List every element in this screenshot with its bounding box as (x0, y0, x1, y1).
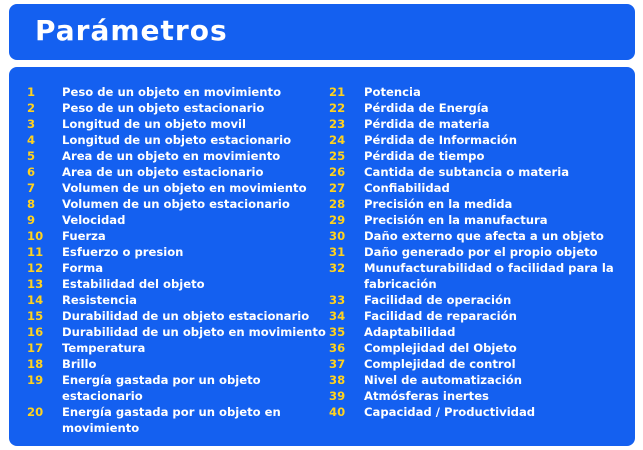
parameter-number: 13 (27, 277, 44, 291)
parameters-panel (9, 67, 635, 446)
parameter-item (329, 84, 629, 100)
parameter-item (27, 180, 327, 196)
parameter-label: Area de un objeto estacionario (62, 165, 264, 179)
parameter-label: Nivel de automatización (364, 373, 522, 387)
parameter-label: Complejidad del Objeto (364, 341, 517, 355)
parameter-number: 38 (329, 373, 346, 387)
parameter-label: Energía gastada por un objeto estacionario (62, 373, 261, 403)
parameter-number: 23 (329, 117, 346, 131)
parameter-number: 34 (329, 309, 346, 323)
parameter-item (27, 372, 327, 404)
parameter-label: Pérdida de materia (364, 117, 490, 131)
parameter-label: Pérdida de tiempo (364, 149, 485, 163)
parameter-item (27, 356, 327, 372)
parameter-label: Volumen de un objeto en movimiento (62, 181, 307, 195)
parameter-label: Munufacturabilidad o facilidad para la fabricación (364, 261, 614, 291)
parameter-label: Potencia (364, 85, 421, 99)
parameter-label: Energía gastada por un objeto en movimiento (62, 405, 281, 435)
parameter-label: Temperatura (62, 341, 146, 355)
parameter-label: Durabilidad de un objeto estacionario (62, 309, 310, 323)
parameter-number: 4 (27, 133, 36, 147)
parameters-column-right (329, 84, 629, 420)
parameter-label: Peso de un objeto estacionario (62, 101, 265, 115)
parameter-number: 2 (27, 101, 36, 115)
parameter-number: 18 (27, 357, 44, 371)
parameter-item (27, 100, 327, 116)
parameter-item (27, 228, 327, 244)
parameter-number: 21 (329, 85, 346, 99)
parameter-number: 39 (329, 389, 346, 403)
parameter-item (27, 276, 327, 292)
parameter-label: Durabilidad de un objeto en movimiento (62, 325, 326, 339)
parameter-label: Atmósferas inertes (364, 389, 489, 403)
parameter-number: 15 (27, 309, 44, 323)
parameter-number: 7 (27, 181, 36, 195)
parameter-item (329, 308, 629, 324)
parameter-number: 36 (329, 341, 346, 355)
parameter-label: Precisión en la medida (364, 197, 513, 211)
parameter-number: 37 (329, 357, 346, 371)
parameter-item (27, 292, 327, 308)
parameter-number: 26 (329, 165, 346, 179)
parameter-item (27, 84, 327, 100)
parameter-item (329, 228, 629, 244)
parameter-item (27, 132, 327, 148)
parameter-number: 3 (27, 117, 36, 131)
parameter-label: Adaptabilidad (364, 325, 456, 339)
parameter-number: 10 (27, 229, 44, 243)
parameter-label: Daño externo que afecta a un objeto (364, 229, 604, 243)
parameter-label: Resistencia (62, 293, 137, 307)
parameter-item (329, 100, 629, 116)
parameter-item (27, 260, 327, 276)
parameter-number: 24 (329, 133, 346, 147)
parameter-label: Forma (62, 261, 104, 275)
parameter-label: Facilidad de reparación (364, 309, 517, 323)
parameter-item (329, 292, 629, 308)
parameter-item (329, 388, 629, 404)
parameter-item (329, 324, 629, 340)
parameter-item (27, 404, 327, 436)
parameter-item (329, 372, 629, 388)
parameter-number: 29 (329, 213, 346, 227)
parameter-label: Estabilidad del objeto (62, 277, 205, 291)
parameter-number: 31 (329, 245, 346, 259)
parameter-number: 17 (27, 341, 44, 355)
parameter-label: Esfuerzo o presion (62, 245, 184, 259)
parameter-number: 35 (329, 325, 346, 339)
parameter-number: 14 (27, 293, 44, 307)
parameter-item (329, 260, 629, 292)
parameter-number: 11 (27, 245, 44, 259)
parameters-column-left (27, 84, 327, 436)
parameter-item (329, 212, 629, 228)
parameter-number: 19 (27, 373, 44, 387)
parameter-label: Facilidad de operación (364, 293, 512, 307)
parameter-number: 12 (27, 261, 44, 275)
parameter-label: Daño generado por el propio objeto (364, 245, 598, 259)
parameter-item (329, 148, 629, 164)
parameter-item (27, 244, 327, 260)
parameter-item (27, 148, 327, 164)
parameter-label: Longitud de un objeto estacionario (62, 133, 292, 147)
parameter-number: 33 (329, 293, 346, 307)
parameter-label: Pérdida de Energía (364, 101, 489, 115)
page-title: Parámetros (35, 14, 228, 47)
parameter-item (27, 116, 327, 132)
parameter-item (329, 196, 629, 212)
parameter-item (27, 196, 327, 212)
parameter-label: Volumen de un objeto estacionario (62, 197, 290, 211)
parameter-label: Velocidad (62, 213, 126, 227)
parameter-label: Peso de un objeto en movimiento (62, 85, 282, 99)
parameter-number: 8 (27, 197, 36, 211)
parameter-label: Brillo (62, 357, 97, 371)
parameter-label: Fuerza (62, 229, 106, 243)
parameter-number: 16 (27, 325, 44, 339)
parameter-number: 22 (329, 101, 346, 115)
parameter-label: Confiabilidad (364, 181, 450, 195)
parameter-item (27, 212, 327, 228)
title-banner (9, 4, 635, 60)
parameter-number: 32 (329, 261, 346, 275)
parameter-item (27, 340, 327, 356)
parameter-label: Pérdida de Información (364, 133, 517, 147)
parameter-number: 27 (329, 181, 346, 195)
parameter-item (27, 164, 327, 180)
parameter-label: Cantida de subtancia o materia (364, 165, 570, 179)
parameter-number: 1 (27, 85, 36, 99)
parameter-number: 40 (329, 405, 346, 419)
parameter-label: Complejidad de control (364, 357, 516, 371)
parameter-item (329, 244, 629, 260)
parameter-number: 9 (27, 213, 36, 227)
parameter-item (329, 404, 629, 420)
parameter-item (329, 132, 629, 148)
parameter-number: 28 (329, 197, 346, 211)
parameter-number: 25 (329, 149, 346, 163)
parameter-label: Longitud de un objeto movil (62, 117, 246, 131)
parameter-item (329, 180, 629, 196)
parameter-item (27, 324, 327, 340)
parameter-item (27, 308, 327, 324)
parameter-item (329, 116, 629, 132)
parameter-item (329, 164, 629, 180)
parameter-label: Capacidad / Productividad (364, 405, 536, 419)
parameter-label: Area de un objeto en movimiento (62, 149, 281, 163)
parameter-item (329, 356, 629, 372)
parameter-number: 6 (27, 165, 36, 179)
parameter-number: 20 (27, 405, 44, 419)
parameter-number: 5 (27, 149, 36, 163)
parameter-label: Precisión en la manufactura (364, 213, 548, 227)
parameter-number: 30 (329, 229, 346, 243)
parameter-item (329, 340, 629, 356)
